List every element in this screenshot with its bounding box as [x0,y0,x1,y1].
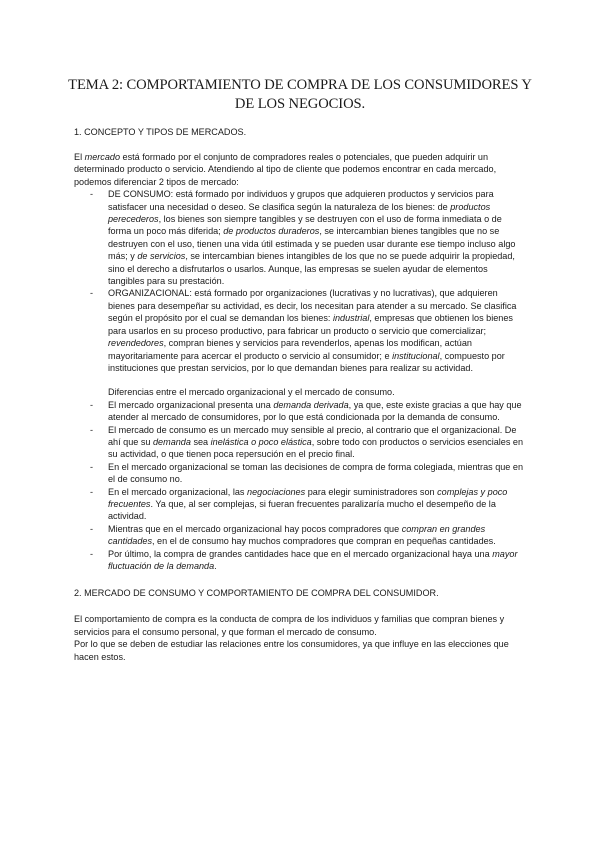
list-item: - Por último, la compra de grandes cantidades hace que en el mercado organizacional haya una mayor fluctuación de la demanda. [74,548,524,573]
list-item-organizacional: - ORGANIZACIONAL: está formado por organizaciones (lucrativas y no lucrativas), que adquieren bienes para desempeñar su actividad, es decir, los necesitan para atender a su mercado. Se clasifica según el propósito por el cual se demandan los bienes: industrial, empresas que obtienen los bienes para usarlos en su proceso productivo, para fabricar un producto o servicio que comercializar; revendedores, compran bienes y servicios para revenderlos, apenas los modifican, actúan mayoritariamente para acercar el producto o servicio al consumidor; e institucional, compuesto por instituciones que prestan servicios, por lo que demandan bienes para realizar su actividad. [74,287,524,374]
list-item: - En el mercado organizacional, las negociaciones para elegir suministradores son complejas y poco frecuentes. Ya que, al ser complejas, si fueran frecuentes paralizaría mucho el desempeño de la actividad. [74,486,524,523]
list-item-consumo: - DE CONSUMO: está formado por individuos y grupos que adquieren productos y servicios para satisfacer una necesidad o deseo. Se clasifica según la naturaleza de los bienes: de productos perecederos, los bienes son siempre tangibles y se destruyen con el uso de forma inmediata o de forma un poco más diferida; de productos duraderos, se intercambian bienes tangibles que no se destruyen con el uso, tienen una vida útil estimada y se pueden usar durante ese tiempo incluso algo más; y de servicios, se intercambian bienes intangibles de los que no se puede adquirir la propiedad, sino el derecho a disfrutarlos o usarlos. Aunque, las empresas se suelen ayudar de elementos tangibles para su prestación. [74,188,524,287]
differences-list [74,399,524,573]
list-item: - El mercado organizacional presenta una demanda derivada, ya que, este existe gracias a que hay que atender al mercado de consumidores, por lo que está condicionada por la demanda de consumo. [74,399,524,424]
page-title: TEMA 2: COMPORTAMIENTO DE COMPRA DE LOS CONSUMIDORES Y DE LOS NEGOCIOS. [68,77,532,112]
differences-heading: Diferencias entre el mercado organizacional y el mercado de consumo. [108,387,395,398]
list-item: - En el mercado organizacional se toman las decisiones de compra de forma colegiada, mientras que en el de consumo no. [74,461,524,486]
intro-paragraph: El mercado está formado por el conjunto de compradores reales o potenciales, que pueden adquirir un determinado producto o servicio. Atendiendo al tipo de cliente que podemos encontrar en cada mercado, podemos diferenciar 2 tipos de mercado: [74,152,497,187]
list-item: - Mientras que en el mercado organizacional hay pocos compradores que compran en grandes cantidades, en el de consumo hay muchos compradores que compran en pequeñas cantidades. [74,523,524,548]
document-body [74,126,524,663]
section-2-paragraph-1: El comportamiento de compra es la conducta de compra de los individuos y familias que compran bienes y servicios para el consumo personal, y que forman el mercado de consumo. [74,614,505,637]
section-2-heading: 2. MERCADO DE CONSUMO Y COMPORTAMIENTO DE COMPRA DEL CONSUMIDOR. [74,588,439,599]
list-item: - El mercado de consumo es un mercado muy sensible al precio, al contrario que el organizacional. De ahí que su demanda sea inelástica o poco elástica, sobre todo con productos o servicios esenciales en su actividad, o que tienen poca repersución en el precio final. [74,424,524,461]
market-types-list [74,188,524,374]
section-2-paragraph-2: Por lo que se deben de estudiar las relaciones entre los consumidores, ya que influye en las elecciones que hacen estos. [74,639,509,662]
section-1-heading: 1. CONCEPTO Y TIPOS DE MERCADOS. [74,127,247,137]
